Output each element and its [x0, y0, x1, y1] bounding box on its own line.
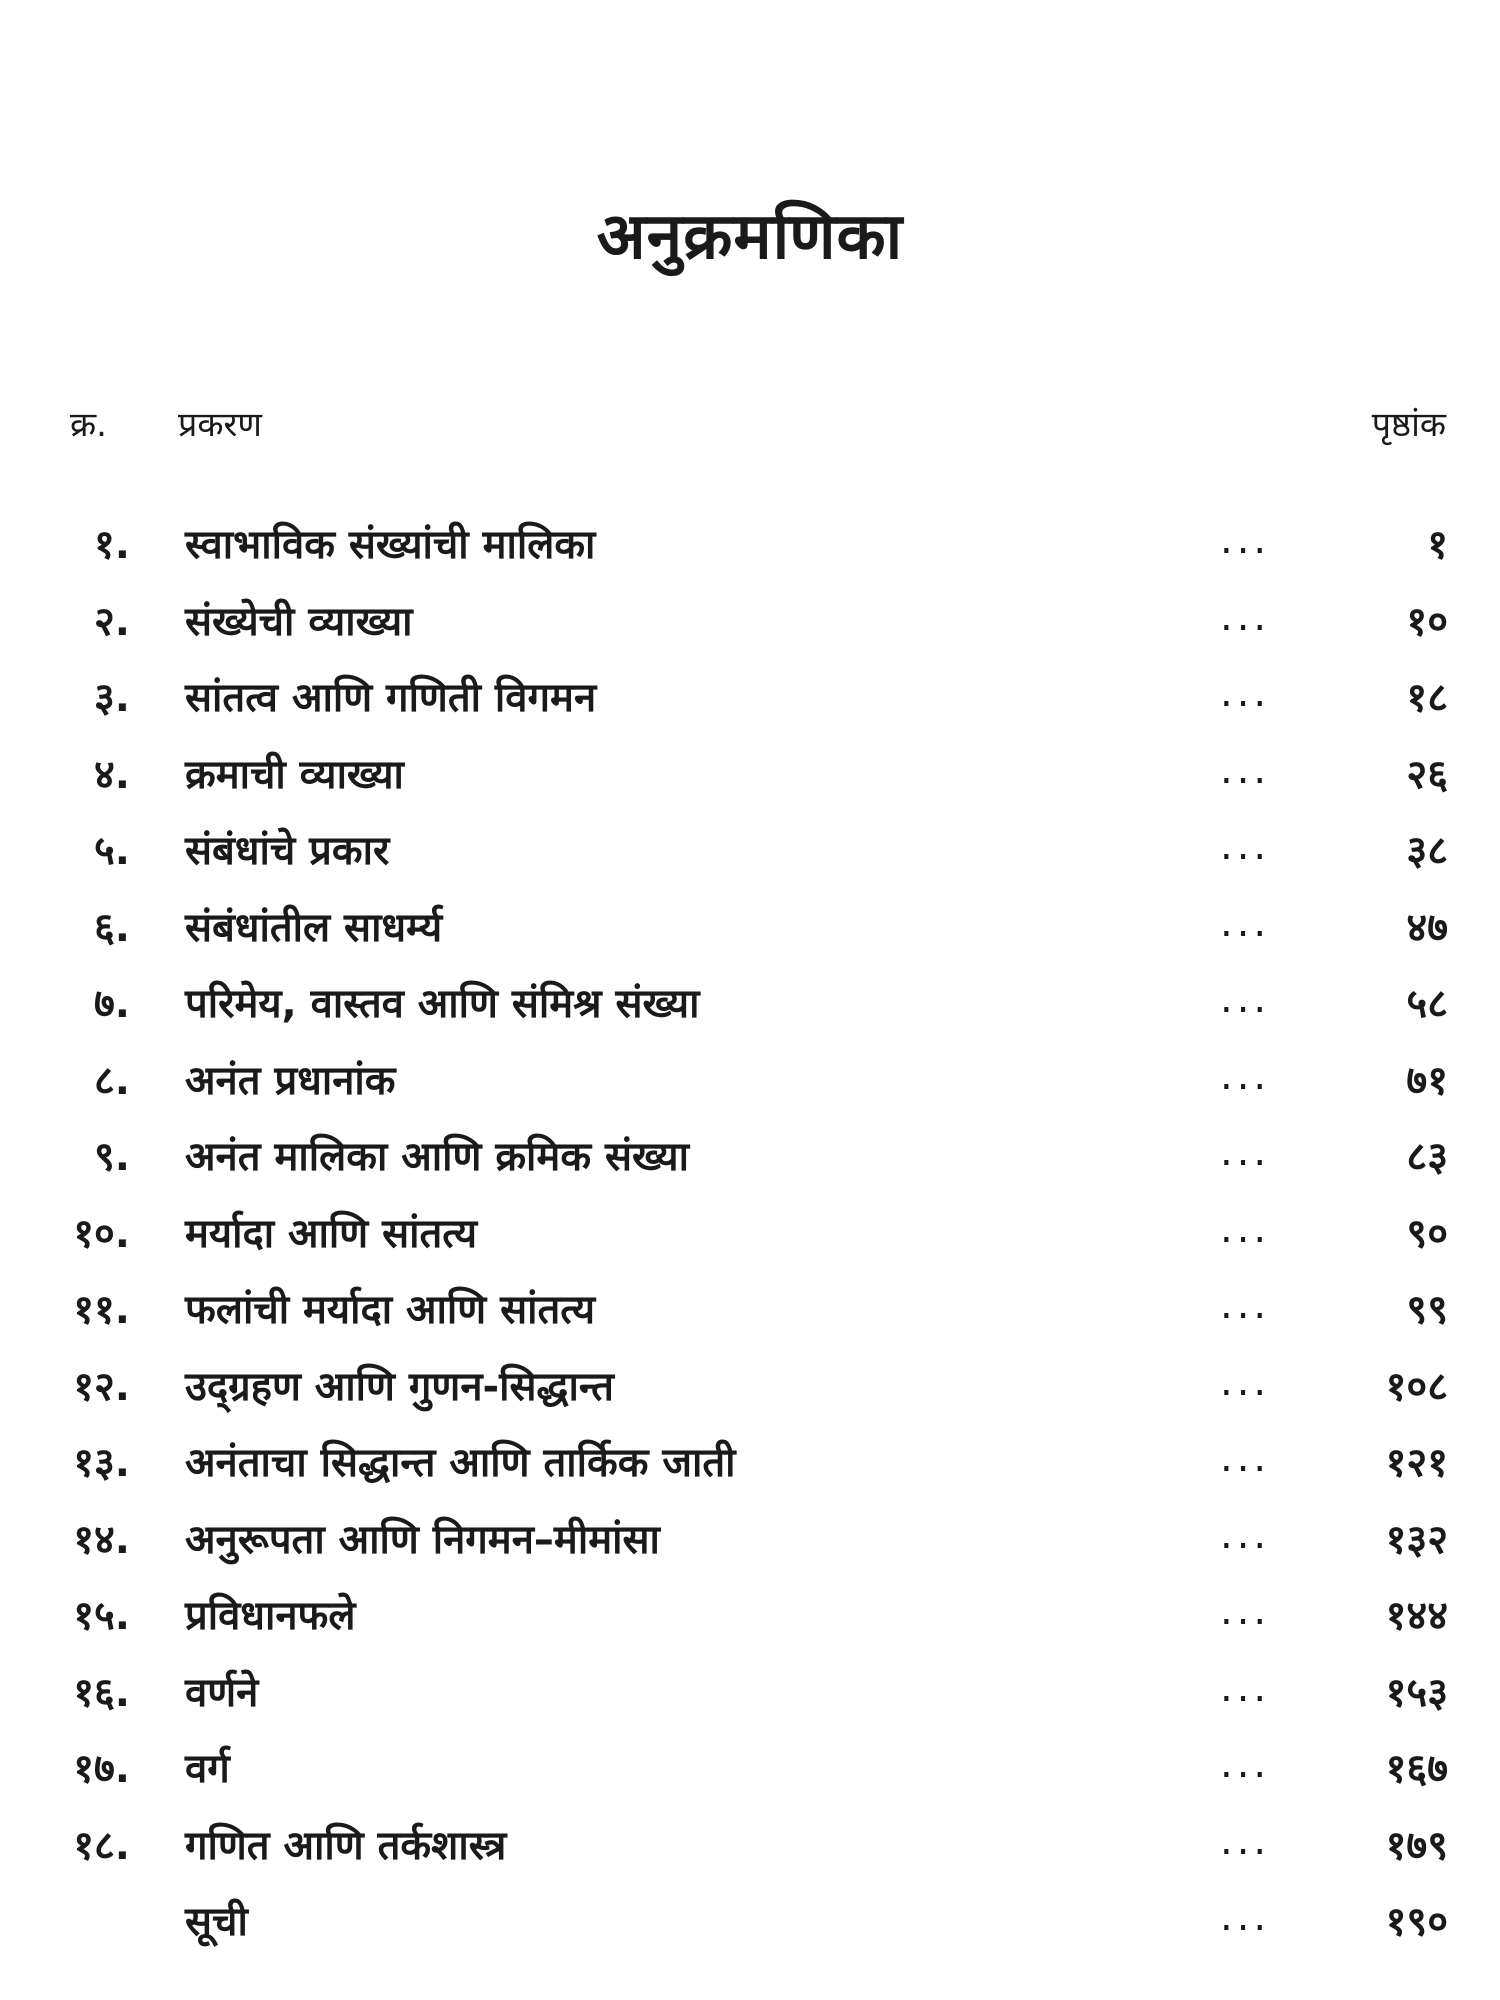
entry-title: अनंत प्रधानांक	[185, 1057, 396, 1104]
toc-entry	[0, 515, 1500, 592]
entry-number: ६.	[94, 904, 130, 951]
entry-number: ३.	[94, 675, 130, 721]
toc-entry	[0, 821, 1500, 898]
entry-title: अनुरूपता आणि निगमन–मीमांसा	[185, 1516, 660, 1563]
entry-number: १६.	[73, 1669, 130, 1716]
entry-title: फलांची मर्यादा आणि सांतत्य	[185, 1287, 596, 1333]
toc-list	[0, 515, 1500, 1969]
entry-page: २६	[1406, 751, 1448, 798]
entry-page: ८३	[1406, 1134, 1448, 1180]
entry-page: ३८	[1406, 828, 1448, 874]
entry-leader: ...	[1220, 1817, 1271, 1864]
entry-leader: ...	[1220, 1282, 1271, 1328]
toc-entry	[0, 1510, 1500, 1587]
toc-entry	[0, 592, 1500, 669]
entry-leader: ...	[1220, 976, 1271, 1022]
entry-page: १०	[1406, 598, 1448, 645]
toc-entry	[0, 1204, 1500, 1281]
entry-title: अनंताचा सिद्धान्त आणि तार्किक जाती	[185, 1440, 736, 1486]
entry-leader: ...	[1220, 1894, 1271, 1940]
entry-leader: ...	[1220, 1511, 1271, 1558]
toc-entry	[0, 745, 1500, 822]
entry-number: १४.	[73, 1516, 130, 1563]
entry-leader: ...	[1220, 823, 1271, 869]
toc-entry	[0, 1816, 1500, 1893]
chapter-column-label: प्रकरण	[178, 405, 262, 445]
entry-page: १८	[1406, 675, 1448, 721]
entry-title: संख्येची व्याख्या	[185, 598, 413, 645]
entry-title: संबंधांचे प्रकार	[185, 828, 390, 874]
entry-page: ४७	[1406, 904, 1448, 951]
entry-number: ४.	[94, 751, 130, 798]
entry-title: उद्ग्रहण आणि गुणन-सिद्धान्त	[185, 1363, 614, 1410]
entry-title: परिमेय, वास्तव आणि संमिश्र संख्या	[185, 981, 700, 1027]
entry-number: १८.	[73, 1822, 130, 1869]
entry-page: १२१	[1385, 1440, 1448, 1486]
entry-leader: ...	[1220, 1052, 1271, 1099]
entry-page: ९०	[1406, 1210, 1448, 1257]
toc-entry-index	[0, 1892, 1500, 1969]
entry-number: १०.	[73, 1210, 130, 1257]
toc-header	[0, 400, 1500, 450]
entry-leader: ...	[1220, 1358, 1271, 1405]
toc-entry	[0, 1051, 1500, 1128]
entry-number: ७.	[94, 981, 130, 1027]
entry-page: ९९	[1406, 1287, 1448, 1333]
page-column-label: पृष्ठांक	[1371, 405, 1446, 445]
entry-page: १५३	[1385, 1669, 1448, 1716]
entry-page: १६७	[1385, 1746, 1448, 1792]
entry-leader: ...	[1220, 899, 1271, 946]
entry-number: १२.	[73, 1363, 130, 1410]
toc-entry	[0, 974, 1500, 1051]
entry-page: १७९	[1385, 1822, 1448, 1869]
entry-leader: ...	[1220, 1435, 1271, 1481]
number-column-label: क्र.	[70, 405, 107, 445]
entry-leader: ...	[1220, 1664, 1271, 1711]
toc-entry	[0, 1663, 1500, 1740]
entry-leader: ...	[1220, 670, 1271, 716]
entry-number: ९.	[94, 1134, 130, 1180]
entry-title: प्रविधानफले	[185, 1593, 356, 1639]
entry-title: स्वाभाविक संख्यांची मालिका	[185, 522, 596, 568]
toc-entry	[0, 1357, 1500, 1434]
entry-leader: ...	[1220, 1588, 1271, 1634]
entry-title: संबंधांतील साधर्म्य	[185, 904, 443, 951]
entry-page: १	[1427, 522, 1448, 568]
toc-entry	[0, 1586, 1500, 1663]
entry-page: १०८	[1385, 1363, 1448, 1410]
entry-number: १.	[94, 522, 130, 568]
entry-number: ५.	[94, 828, 130, 874]
page-title: अनुक्रमणिका	[596, 200, 904, 274]
entry-number: १३.	[73, 1440, 130, 1486]
toc-entry	[0, 1280, 1500, 1357]
entry-page: १४४	[1385, 1593, 1448, 1639]
entry-leader: ...	[1220, 517, 1271, 563]
entry-number: ११.	[73, 1287, 130, 1333]
toc-entry	[0, 1127, 1500, 1204]
entry-title: वर्ग	[185, 1746, 230, 1792]
entry-title: गणित आणि तर्कशास्त्र	[185, 1822, 507, 1869]
entry-title: मर्यादा आणि सांतत्य	[185, 1210, 478, 1257]
entry-title: वर्णने	[185, 1669, 259, 1716]
toc-entry	[0, 1739, 1500, 1816]
entry-leader: ...	[1220, 1741, 1271, 1787]
entry-title: अनंत मालिका आणि क्रमिक संख्या	[185, 1134, 689, 1180]
entry-leader: ...	[1220, 1129, 1271, 1175]
entry-leader: ...	[1220, 593, 1271, 640]
entry-page: ७१	[1406, 1057, 1448, 1104]
entry-page: १३२	[1385, 1516, 1448, 1563]
entry-title: सांतत्व आणि गणिती विगमन	[185, 675, 597, 721]
toc-entry	[0, 668, 1500, 745]
entry-title: क्रमाची व्याख्या	[185, 751, 404, 798]
toc-entry	[0, 1433, 1500, 1510]
entry-page: ५८	[1406, 981, 1448, 1027]
entry-number: १५.	[73, 1593, 130, 1639]
toc-entry	[0, 898, 1500, 975]
entry-number: १७.	[73, 1746, 130, 1792]
entry-number: ८.	[94, 1057, 130, 1104]
entry-page: १९०	[1385, 1899, 1448, 1945]
entry-number: २.	[94, 598, 130, 645]
entry-title: सूची	[185, 1899, 248, 1945]
entry-leader: ...	[1220, 746, 1271, 793]
entry-leader: ...	[1220, 1205, 1271, 1252]
